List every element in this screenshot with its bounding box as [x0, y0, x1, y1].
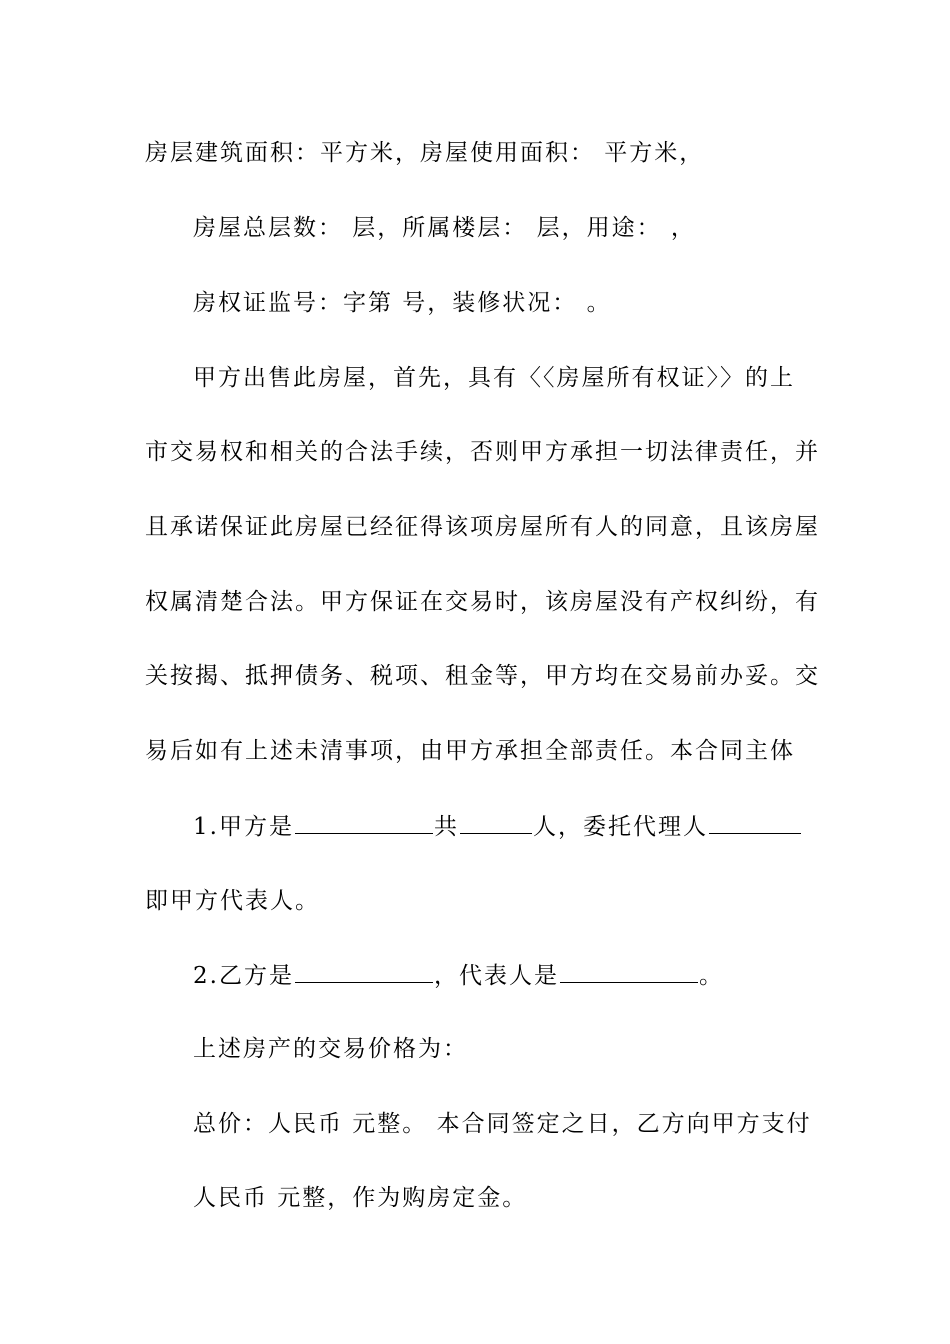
party-a-prefix: 1.甲方是: [193, 814, 294, 840]
text-line-certificate: 房权证监号：字第 号，装修状况： 。: [193, 290, 612, 316]
paragraph-seller-line-5: 关按揭、抵押债务、税项、租金等，甲方均在交易前办妥。交: [145, 663, 820, 689]
paragraph-seller-line-3: 且承诺保证此房屋已经征得该项房屋所有人的同意，且该房屋: [145, 514, 820, 540]
deposit-line: 人民币 元整，作为购房定金。: [193, 1185, 528, 1211]
party-b-prefix: 2.乙方是: [193, 963, 294, 989]
total-price-line: 总价：人民币 元整。 本合同签定之日，乙方向甲方支付: [193, 1111, 812, 1137]
party-b-name-blank[interactable]: [295, 960, 433, 983]
party-a-line: [193, 811, 810, 842]
party-b-line: [193, 960, 810, 991]
party-b-suffix: 。: [698, 963, 724, 989]
paragraph-seller-line-1: 甲方出售此房屋，首先，具有〈〈房屋所有权证〉〉的上: [193, 365, 795, 391]
party-b-mid: ，代表人是: [433, 963, 559, 989]
party-a-mid1: 共: [433, 814, 459, 840]
price-heading: 上述房产的交易价格为：: [193, 1036, 468, 1062]
party-a-continuation: 即甲方代表人。: [145, 888, 320, 914]
paragraph-seller-line-6: 易后如有上述未清事项，由甲方承担全部责任。本合同主体: [145, 738, 795, 764]
party-b-representative-blank[interactable]: [560, 960, 698, 983]
party-a-agent-blank[interactable]: [709, 811, 801, 834]
party-a-name-blank[interactable]: [295, 811, 433, 834]
paragraph-seller-line-4: 权属清楚合法。甲方保证在交易时，该房屋没有产权纠纷，有: [145, 589, 820, 615]
text-line-floors: 房屋总层数： 层，所属楼层： 层，用途： ，: [193, 215, 696, 241]
party-a-mid2: 人，委托代理人: [532, 814, 708, 840]
party-a-count-blank[interactable]: [460, 811, 532, 834]
paragraph-seller-line-2: 市交易权和相关的合法手续，否则甲方承担一切法律责任，并: [145, 439, 820, 465]
text-line-area: 房层建筑面积：平方米，房屋使用面积： 平方米，: [145, 140, 705, 166]
